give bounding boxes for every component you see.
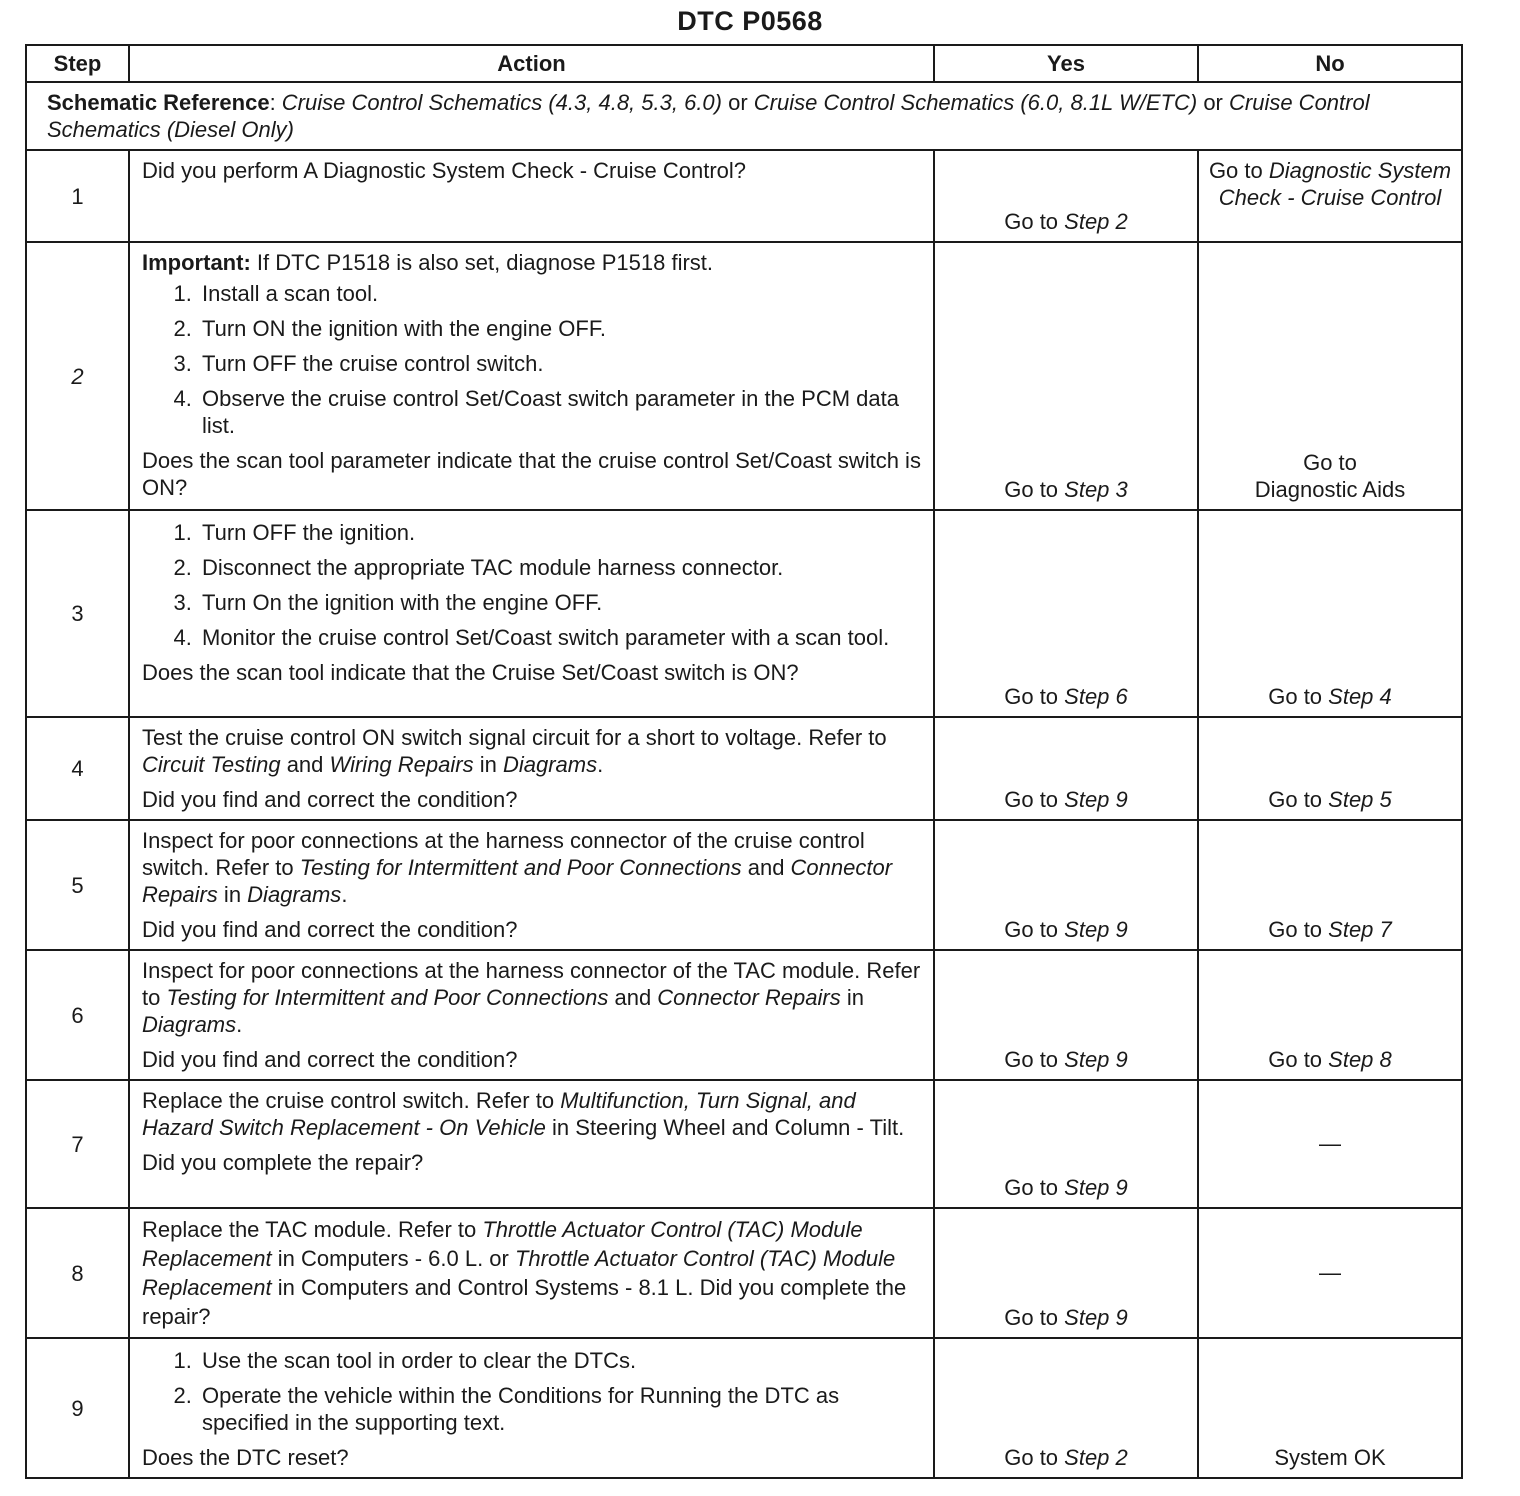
action-cell xyxy=(129,1208,934,1338)
page-title: DTC P0568 xyxy=(677,6,823,36)
yes-cell: Go to Step 2 xyxy=(934,1338,1198,1478)
list-item: 2. Disconnect the appropriate TAC module harness connector. xyxy=(198,554,923,581)
action-cell xyxy=(129,1080,934,1208)
reference-link[interactable]: Throttle Actuator Control (TAC) Module Replacement xyxy=(142,1246,896,1300)
step-number: 9 xyxy=(26,1338,129,1478)
step-number: 3 xyxy=(26,510,129,717)
reference-link[interactable]: Diagrams xyxy=(142,1012,237,1037)
no-step-link[interactable]: Step 5 xyxy=(1328,787,1392,812)
yes-cell: Go to Step 2 xyxy=(934,150,1198,242)
schematic-link-1[interactable]: Cruise Control Schematics (4.3, 4.8, 5.3, 6.0) xyxy=(281,90,722,115)
list-item: 1. Turn OFF the ignition. xyxy=(198,519,923,546)
action-text: Inspect for poor connections at the harness connector of the TAC module. Refer to Testing for Intermittent and Poor Connections and Connector Repairs in Diagrams. xyxy=(142,958,921,1037)
table-row xyxy=(26,1338,1462,1478)
no-step-link[interactable]: Step 7 xyxy=(1328,917,1392,942)
schematic-label: Schematic Reference xyxy=(47,90,270,115)
list-item: 2. Operate the vehicle within the Conditions for Running the DTC as specified in the supporting text. xyxy=(198,1382,923,1436)
action-cell xyxy=(129,717,934,820)
no-cell: Go to Step 4 xyxy=(1198,510,1462,717)
action-cell xyxy=(129,510,934,717)
no-step-link[interactable]: Diagnostic System Check - Cruise Control xyxy=(1218,158,1452,210)
procedure-list xyxy=(142,1347,923,1436)
yes-cell: Go to Step 9 xyxy=(934,1080,1198,1208)
action-question: Does the DTC reset? xyxy=(142,1445,349,1470)
no-cell: Go to Step 7 xyxy=(1198,820,1462,950)
reference-link[interactable]: Multifunction, Turn Signal, and Hazard Switch Replacement - On Vehicle xyxy=(142,1088,856,1140)
action-question: Did you perform A Diagnostic System Check - Cruise Control? xyxy=(142,158,747,183)
schematic-reference: Schematic Reference: Cruise Control Schematics (4.3, 4.8, 5.3, 6.0) or Cruise Control Schematics (6.0, 8.1L W/ETC) or Cruise Control Schematics (Diesel Only) xyxy=(26,82,1462,150)
no-cell xyxy=(1198,1338,1462,1478)
yes-step-link[interactable]: Step 6 xyxy=(1064,684,1128,709)
action-question: Did you find and correct the condition? xyxy=(142,1047,518,1072)
table-row xyxy=(26,510,1462,717)
action-cell xyxy=(129,950,934,1080)
step-number: 7 xyxy=(26,1080,129,1208)
no-cell: Go to Diagnostic System Check - Cruise Control xyxy=(1198,150,1462,242)
yes-cell: Go to Step 9 xyxy=(934,717,1198,820)
step-number: 2 xyxy=(26,242,129,510)
table-row xyxy=(26,1208,1462,1338)
yes-step-link[interactable]: Step 3 xyxy=(1064,477,1128,502)
no-dash: — xyxy=(1319,1130,1341,1156)
yes-cell: Go to Step 9 xyxy=(934,1208,1198,1338)
list-item: 3. Turn OFF the cruise control switch. xyxy=(198,350,923,377)
reference-link[interactable]: Throttle Actuator Control (TAC) Module Replacement xyxy=(142,1217,863,1271)
yes-cell: Go to Step 9 xyxy=(934,950,1198,1080)
yes-step-link[interactable]: Step 9 xyxy=(1064,917,1128,942)
no-cell: Go to Diagnostic Aids xyxy=(1198,242,1462,510)
no-dash: — xyxy=(1319,1259,1341,1285)
schematic-link-3[interactable]: Cruise Control Schematics (Diesel Only) xyxy=(47,90,1370,142)
no-step-link[interactable]: Step 8 xyxy=(1328,1047,1392,1072)
reference-link[interactable]: Testing for Intermittent and Poor Connections xyxy=(166,985,609,1010)
header-action: Action xyxy=(129,45,934,82)
action-cell xyxy=(129,150,934,242)
yes-step-link[interactable]: Step 9 xyxy=(1064,1175,1128,1200)
dtc-table xyxy=(25,44,1463,1479)
list-item: 1. Install a scan tool. xyxy=(198,280,923,307)
yes-step-link[interactable]: Step 9 xyxy=(1064,787,1128,812)
reference-link[interactable]: Circuit Testing xyxy=(142,752,281,777)
table-row xyxy=(26,820,1462,950)
action-text: Replace the TAC module. Refer to Throttle Actuator Control (TAC) Module Replacement in Computers - 6.0 L. or Throttle Actuator Control (TAC) Module Replacement in Computers and Control Systems - 8.1 L. Did you complete the repair? xyxy=(142,1217,907,1329)
list-item: 4. Observe the cruise control Set/Coast switch parameter in the PCM data list. xyxy=(198,385,923,439)
procedure-list xyxy=(142,280,923,439)
no-step-link[interactable]: Step 4 xyxy=(1328,684,1392,709)
action-text: Replace the cruise control switch. Refer to Multifunction, Turn Signal, and Hazard Switch Replacement - On Vehicle in Steering Wheel and Column - Tilt. xyxy=(142,1088,905,1140)
no-cell xyxy=(1198,1208,1462,1338)
reference-link[interactable]: Diagrams xyxy=(247,882,342,907)
no-cell: Go to Step 5 xyxy=(1198,717,1462,820)
header-yes: Yes xyxy=(934,45,1198,82)
action-cell xyxy=(129,820,934,950)
procedure-list xyxy=(142,519,923,651)
yes-step-link[interactable]: Step 9 xyxy=(1064,1047,1128,1072)
table-row xyxy=(26,717,1462,820)
list-item: 4. Monitor the cruise control Set/Coast switch parameter with a scan tool. xyxy=(198,624,923,651)
table-row xyxy=(26,242,1462,510)
yes-cell: Go to Step 3 xyxy=(934,242,1198,510)
list-item: 3. Turn On the ignition with the engine OFF. xyxy=(198,589,923,616)
yes-step-link[interactable]: Step 9 xyxy=(1064,1305,1128,1330)
table-row xyxy=(26,950,1462,1080)
no-step-link[interactable]: Diagnostic Aids xyxy=(1254,477,1406,502)
yes-step-link[interactable]: Step 2 xyxy=(1064,1445,1128,1470)
list-item: 2. Turn ON the ignition with the engine OFF. xyxy=(198,315,923,342)
step-number: 8 xyxy=(26,1208,129,1338)
schematic-link-2[interactable]: Cruise Control Schematics (6.0, 8.1L W/ETC) xyxy=(753,90,1198,115)
no-cell: Go to Step 8 xyxy=(1198,950,1462,1080)
action-cell xyxy=(129,1338,934,1478)
important-note: Important: If DTC P1518 is also set, diagnose P1518 first. xyxy=(142,250,714,275)
table-row xyxy=(26,1080,1462,1208)
action-cell xyxy=(129,242,934,510)
action-question: Does the scan tool indicate that the Cruise Set/Coast switch is ON? xyxy=(142,660,799,685)
yes-step-link[interactable]: Step 2 xyxy=(1064,209,1128,234)
reference-link[interactable]: Testing for Intermittent and Poor Connections xyxy=(299,855,742,880)
step-number: 4 xyxy=(26,717,129,820)
no-cell xyxy=(1198,1080,1462,1208)
schematic-row xyxy=(26,82,1462,150)
reference-link[interactable]: Diagrams xyxy=(502,752,598,777)
action-question: Did you find and correct the condition? xyxy=(142,787,518,812)
reference-link[interactable]: Connector Repairs xyxy=(657,985,841,1010)
yes-cell: Go to Step 9 xyxy=(934,820,1198,950)
step-number: 1 xyxy=(26,150,129,242)
header-row xyxy=(26,45,1462,82)
action-question: Did you complete the repair? xyxy=(142,1150,424,1175)
action-question: Did you find and correct the condition? xyxy=(142,917,518,942)
reference-link[interactable]: Wiring Repairs xyxy=(329,752,474,777)
action-question: Does the scan tool parameter indicate that the cruise control Set/Coast switch is ON? xyxy=(142,448,921,500)
header-step: Step xyxy=(26,45,129,82)
yes-cell: Go to Step 6 xyxy=(934,510,1198,717)
action-text: Test the cruise control ON switch signal circuit for a short to voltage. Refer to Circuit Testing and Wiring Repairs in Diagrams. xyxy=(142,725,887,777)
step-number: 6 xyxy=(26,950,129,1080)
step-number: 5 xyxy=(26,820,129,950)
list-item: 1. Use the scan tool in order to clear the DTCs. xyxy=(198,1347,923,1374)
action-text: Inspect for poor connections at the harness connector of the cruise control switch. Refer to Testing for Intermittent and Poor Connections and Connector Repairs in Diagrams. xyxy=(142,828,893,907)
no-result: System OK xyxy=(1274,1445,1386,1470)
header-no: No xyxy=(1198,45,1462,82)
table-row xyxy=(26,150,1462,242)
reference-link[interactable]: Connector Repairs xyxy=(142,855,893,907)
